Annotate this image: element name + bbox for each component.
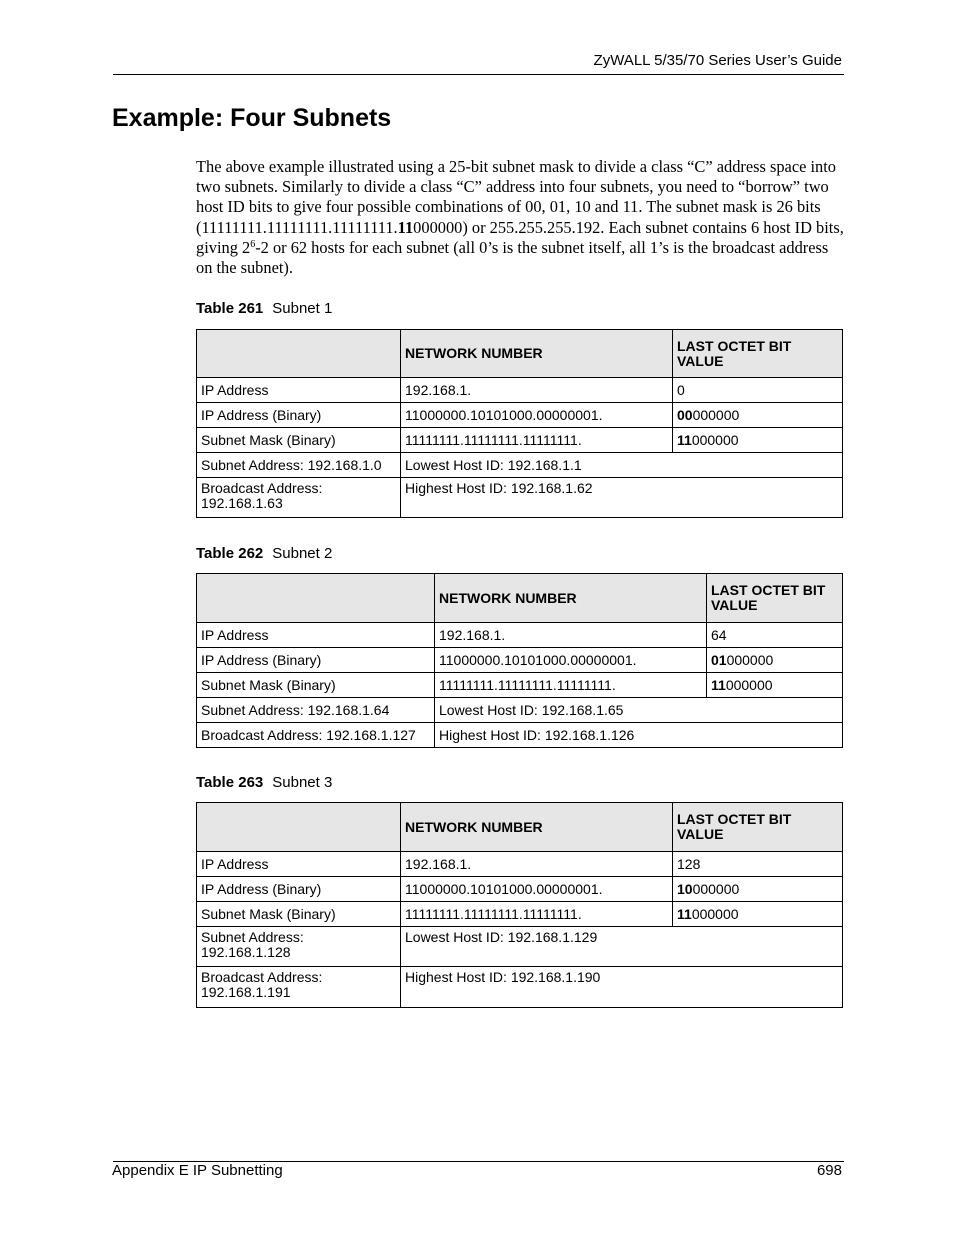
table-row — [197, 673, 843, 698]
subnet-table — [196, 802, 843, 1008]
section-title: Example: Four Subnets — [112, 104, 392, 132]
table-cell: IP Address — [197, 852, 401, 877]
bold-bits: 11 — [677, 905, 692, 922]
table-cell — [673, 403, 843, 428]
table-cell: Subnet Mask (Binary) — [197, 428, 401, 453]
table-row — [197, 723, 843, 748]
table-cell: 11000000.10101000.00000001. — [401, 403, 673, 428]
table-cell: Subnet Mask (Binary) — [197, 902, 401, 927]
table-cell — [707, 673, 843, 698]
bits: 000000 — [725, 676, 773, 693]
table-cell — [673, 902, 843, 927]
table-row — [197, 967, 843, 1008]
table-row — [197, 428, 843, 453]
table-cell: 11000000.10101000.00000001. — [435, 648, 707, 673]
bits: 000000 — [692, 406, 740, 423]
table-cell: IP Address — [197, 378, 401, 403]
table-row — [197, 927, 843, 967]
table-row — [197, 403, 843, 428]
table-header-cell: LAST OCTET BIT VALUE — [673, 803, 843, 852]
subnet-table — [196, 573, 843, 748]
table-row — [197, 478, 843, 518]
bold-bits: 00 — [677, 406, 693, 423]
table-cell: 192.168.1. — [401, 378, 673, 403]
footer-section-name: Appendix E IP Subnetting — [112, 1162, 283, 1179]
paragraph-text: 000000) or 255.255.255.192. Each subnet contains 6 host ID bits, giving 2 — [196, 217, 844, 257]
table-cell: Subnet Address: 192.168.1.128 — [197, 927, 401, 967]
bold-bits: 10 — [677, 880, 693, 897]
table-cell: Broadcast Address: 192.168.1.191 — [197, 967, 401, 1008]
running-header: ZyWALL 5/35/70 Series User’s Guide — [593, 52, 842, 69]
bits: 000000 — [691, 431, 739, 448]
table-cell: 128 — [673, 852, 843, 877]
table-cell: Highest Host ID: 192.168.1.126 — [435, 723, 843, 748]
table-row — [197, 877, 843, 902]
table-header-cell: NETWORK NUMBER — [435, 574, 707, 623]
table-row — [197, 623, 843, 648]
table-header-cell — [197, 574, 435, 623]
table-row — [197, 698, 843, 723]
bold-bits: 11 — [711, 676, 726, 693]
table-header-cell — [197, 803, 401, 852]
table-cell: 11111111.11111111.11111111. — [401, 428, 673, 453]
table-cell: 64 — [707, 623, 843, 648]
bits: 000000 — [692, 880, 740, 897]
table-number: Table 262 — [196, 545, 264, 562]
table-cell: Lowest Host ID: 192.168.1.1 — [401, 453, 843, 478]
table-cell: Highest Host ID: 192.168.1.62 — [401, 478, 843, 518]
table-cell: IP Address (Binary) — [197, 648, 435, 673]
table-cell: Subnet Mask (Binary) — [197, 673, 435, 698]
table-cell: 192.168.1. — [435, 623, 707, 648]
table-header-cell — [197, 330, 401, 378]
bold-bits: 11 — [677, 431, 692, 448]
table-header-cell: LAST OCTET BIT VALUE — [707, 574, 843, 623]
table-cell: Lowest Host ID: 192.168.1.129 — [401, 927, 843, 967]
paragraph-text: -2 or 62 hosts for each subnet (all 0’s is the subnet itself, all 1’s is the broadcast address on the subnet). — [196, 237, 829, 278]
table-header-cell: NETWORK NUMBER — [401, 330, 673, 378]
table-caption — [196, 300, 332, 317]
table-row — [197, 648, 843, 673]
table-cell: IP Address (Binary) — [197, 403, 401, 428]
table-caption — [196, 774, 332, 791]
table-cell: Subnet Address: 192.168.1.64 — [197, 698, 435, 723]
body-paragraph — [196, 157, 844, 278]
table-header-cell: NETWORK NUMBER — [401, 803, 673, 852]
table-header-row — [197, 574, 843, 623]
table-cell: 0 — [673, 378, 843, 403]
table-row — [197, 902, 843, 927]
table-header-row — [197, 330, 843, 378]
table-cell: IP Address — [197, 623, 435, 648]
table-row — [197, 453, 843, 478]
table-cell — [673, 877, 843, 902]
bits: 000000 — [691, 905, 739, 922]
table-cell — [673, 428, 843, 453]
paragraph-text: The above example illustrated using a 25-bit subnet mask to divide a class “C” address space into two subnets. Similarly to divide a class “C” address into four subnets, you need to “borrow” two host ID bits to give four possible combinations of 00, 01, 10 and 11. The subnet mask is 26 bits (11111111.11111111.11111111. — [196, 157, 836, 237]
paragraph-bold-bits: 11 — [397, 217, 414, 237]
bits: 000000 — [726, 651, 774, 668]
table-cell: Subnet Address: 192.168.1.0 — [197, 453, 401, 478]
table-title: Subnet 2 — [272, 545, 333, 562]
paragraph-superscript: 6 — [250, 238, 256, 250]
table-header-row — [197, 803, 843, 852]
table-header-cell: LAST OCTET BIT VALUE — [673, 330, 843, 378]
table-cell: 11111111.11111111.11111111. — [435, 673, 707, 698]
table-row — [197, 852, 843, 877]
table-cell: IP Address (Binary) — [197, 877, 401, 902]
table-number: Table 261 — [196, 300, 264, 317]
page-number: 698 — [816, 1162, 842, 1179]
table-title: Subnet 1 — [272, 300, 333, 317]
header-divider — [113, 74, 844, 75]
table-cell: Lowest Host ID: 192.168.1.65 — [435, 698, 843, 723]
table-caption — [196, 545, 332, 562]
table-cell: 11111111.11111111.11111111. — [401, 902, 673, 927]
table-cell: Broadcast Address: 192.168.1.63 — [197, 478, 401, 518]
table-cell: 192.168.1. — [401, 852, 673, 877]
subnet-table — [196, 329, 843, 518]
table-cell: Highest Host ID: 192.168.1.190 — [401, 967, 843, 1008]
table-cell: Broadcast Address: 192.168.1.127 — [197, 723, 435, 748]
table-row — [197, 378, 843, 403]
table-title: Subnet 3 — [272, 774, 333, 791]
table-cell — [707, 648, 843, 673]
table-number: Table 263 — [196, 774, 264, 791]
bold-bits: 01 — [711, 651, 727, 668]
table-cell: 11000000.10101000.00000001. — [401, 877, 673, 902]
